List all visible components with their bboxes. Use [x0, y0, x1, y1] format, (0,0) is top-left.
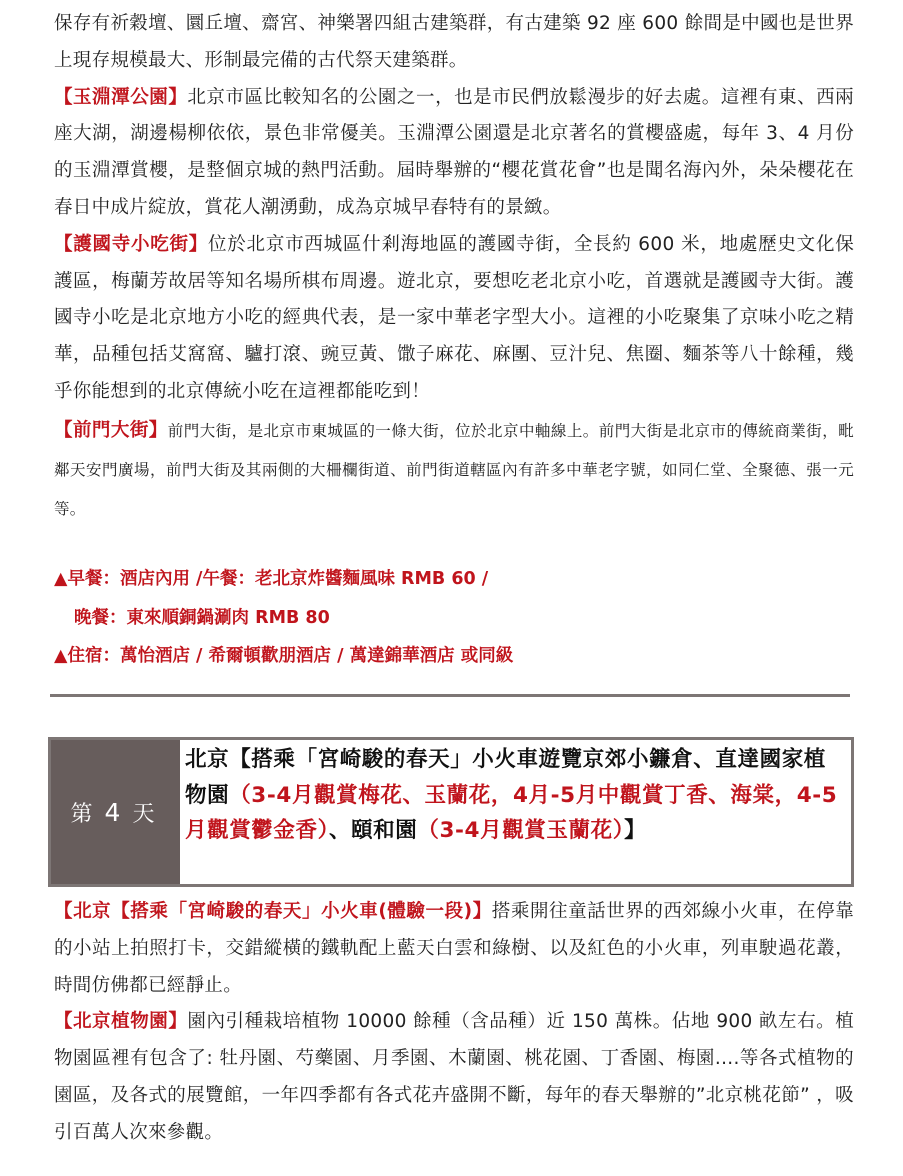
botanical-text: 園內引種栽培植物 10000 餘種（含品種）近 150 萬株。佔地 900 畝左右。植物園區裡有包含了: 牡丹園、芍藥園、月季園、木蘭園、桃花園、丁香園、梅園....等各式植物的園區，及各式的展覽館，一年四季都有各式花卉盛開不斷，每年的春天舉辦的”北京桃花節” ，吸引百萬人次來參觀。 — [54, 1011, 854, 1143]
day-title-part1: 北京【搭乘「宮崎駿的春天」小火車遊覽京郊小鐮倉、直達國家植物園 — [185, 747, 826, 808]
day-title — [180, 740, 851, 884]
meals-line-1: ▲早餐：酒店內用 /午餐：老北京炸醬麵風味 RMB 60 / — [54, 569, 489, 589]
yuyuantan-paragraph — [54, 80, 854, 227]
day-suffix: 天 — [132, 801, 161, 827]
day-prefix: 第 — [70, 801, 99, 827]
huguosi-tag: 【護國寺小吃街】 — [54, 233, 209, 255]
botanical-paragraph — [54, 1004, 854, 1151]
day-title-part4: （3-4月觀賞玉蘭花） — [417, 818, 625, 843]
section-divider — [50, 694, 850, 697]
yuyuantan-tag: 【玉淵潭公園】 — [54, 86, 188, 108]
day-title-part5: 】 — [624, 818, 647, 843]
qianmen-paragraph — [54, 411, 854, 529]
day-badge — [51, 740, 180, 884]
day-header — [48, 737, 854, 887]
meals-section — [54, 560, 854, 676]
qianmen-tag: 【前門大街】 — [54, 419, 168, 441]
content-top — [54, 0, 854, 529]
train-text: 搭乘開往童話世界的西郊線小火車，在停靠的小站上拍照打卡，交錯縱橫的鐵軌配上藍天白雲和綠樹、以及紅色的小火車，列車駛過花叢，時間仿佛都已經靜止。 — [54, 901, 855, 996]
botanical-tag: 【北京植物園】 — [54, 1011, 188, 1033]
intro-paragraph — [54, 6, 854, 80]
huguosi-text: 位於北京市西城區什剎海地區的護國寺街，全長約 600 米，地處歷史文化保護區，梅蘭芳故居等知名場所棋布周邊。遊北京，要想吃老北京小吃，首選就是護國寺大街。護國寺小吃是北京地方小吃的經典代表，是一家中華老字型大小。這裡的小吃聚集了京味小吃之精華，品種包括艾窩窩、驢打滾、豌豆黃、馓子麻花、麻團、豆汁兒、焦圈、麵茶等八十餘種，幾乎你能想到的北京傳統小吃在這裡都能吃到！ — [54, 233, 854, 402]
content-bottom — [54, 894, 854, 1152]
accommodation-line: ▲住宿：萬怡酒店 / 希爾頓歡朋酒店 / 萬達錦華酒店 或同級 — [54, 646, 514, 666]
train-tag: 【北京【搭乘「宮崎駿的春天」小火車(體驗一段)】 — [54, 901, 492, 922]
qianmen-text: 前門大街，是北京市東城區的一條大街，位於北京中軸線上。前門大街是北京市的傳統商業街，毗鄰天安門廣場，前門大街及其兩側的大柵欄街道、前門街道轄區內有許多中華老字號，如同仁堂、全聚德、張一元等。 — [54, 421, 854, 518]
train-paragraph — [54, 894, 854, 1004]
day-title-part2: （3-4月觀賞梅花、玉蘭花，4月-5月中觀賞丁香、海棠，4-5月觀賞鬱金香） — [185, 782, 838, 843]
meals-line-2: 晚餐：東來順銅鍋涮肉 RMB 80 — [74, 607, 330, 628]
intro-text: 保存有祈穀壇、圜丘壇、齋宮、神樂署四組古建築群，有古建築 92 座 600 餘間是中國也是世界上現存規模最大、形制最完備的古代祭天建築群。 — [54, 13, 854, 71]
day-number: 4 — [104, 797, 127, 827]
huguosi-paragraph — [54, 227, 854, 411]
yuyuantan-text: 北京市區比較知名的公園之一，也是市民們放鬆漫步的好去處。這裡有東、西兩座大湖，湖邊楊柳依依，景色非常優美。玉淵潭公園還是北京著名的賞櫻盛處，每年 3、4 月份的玉淵潭賞櫻，是整個京城的熱門活動。屆時舉辦的“櫻花賞花會”也是聞名海內外，朵朵櫻花在春日中成片綻放，賞花人潮湧動，成為京城早春特有的景緻。 — [54, 86, 854, 218]
day-title-part3: 、頤和園 — [328, 818, 418, 843]
